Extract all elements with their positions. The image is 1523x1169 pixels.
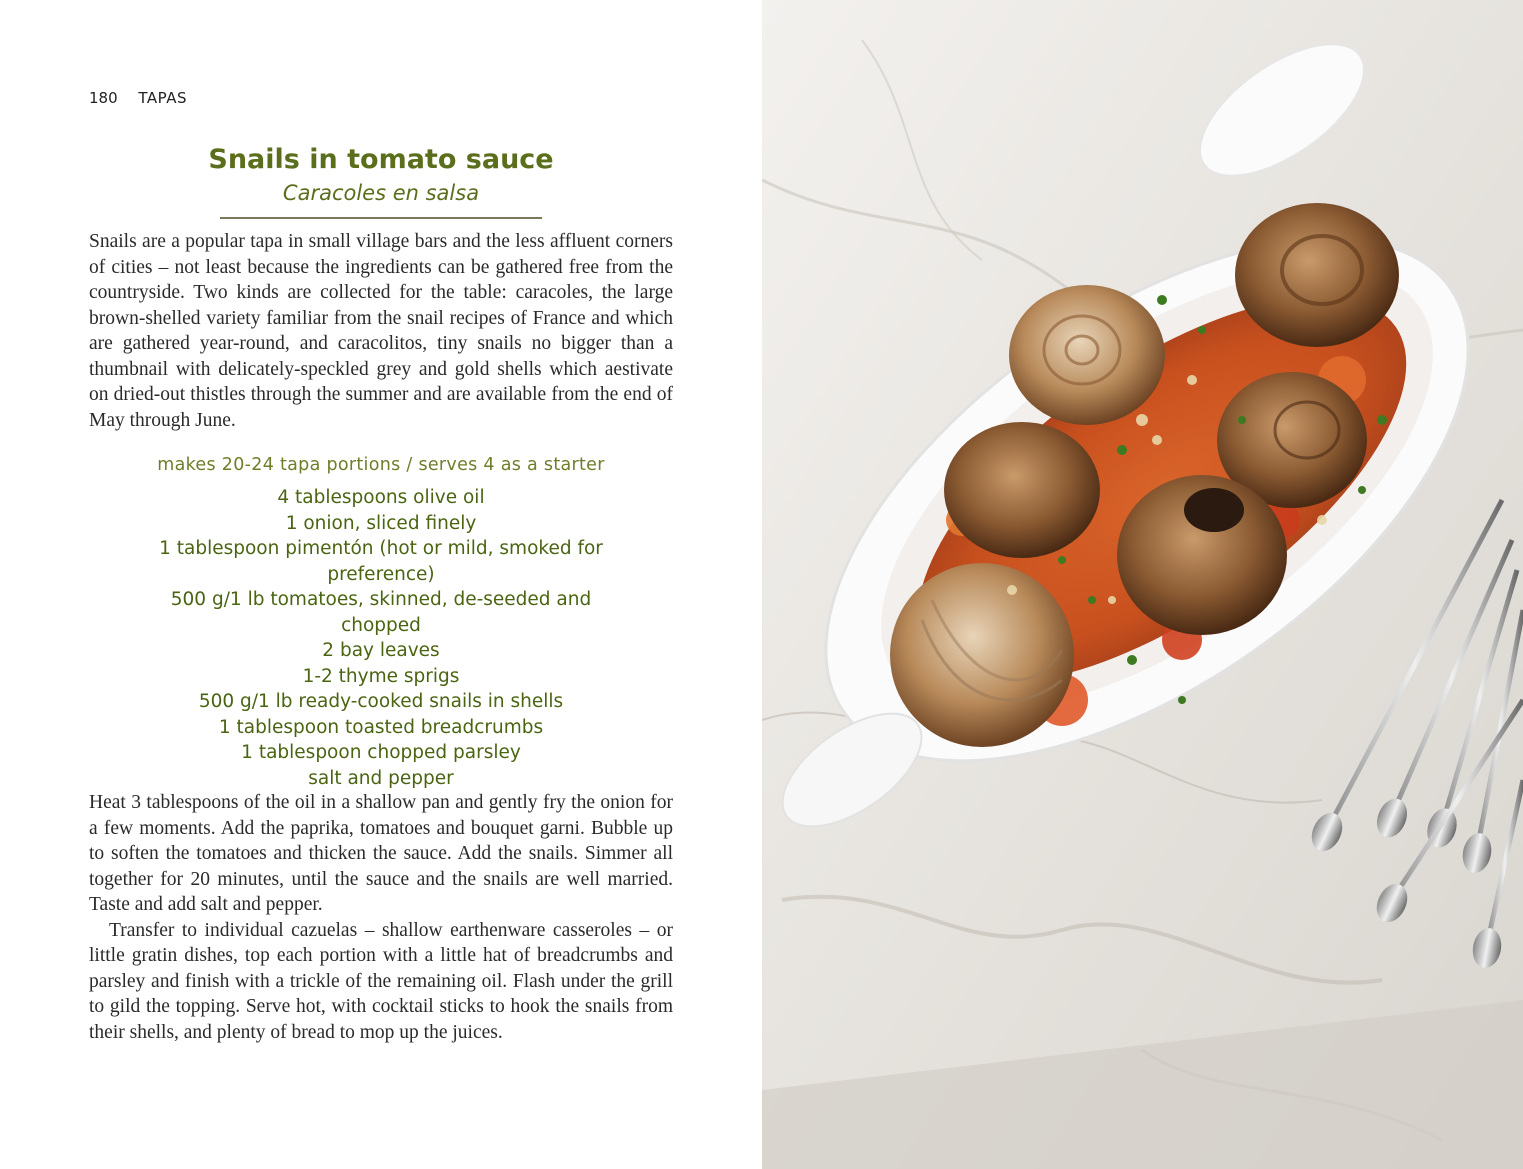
ingredient-item: 500 g/1 lb ready-cooked snails in shells	[198, 691, 564, 712]
page-number: 180	[89, 89, 118, 107]
ingredient-item: 1 tablespoon pimentón (hot or mild, smoked for preference)	[159, 538, 603, 585]
method-paragraph: Heat 3 tablespoons of the oil in a shallow pan and gently fry the onion for a few moments. Add the paprika, tomatoes and bouquet garni. Bubble up to soften the tomatoes and thicken the sauce. Add the snails. Simmer all together for 20 minutes, until the sauce and the snails are well married. Taste and add salt and pepper.	[89, 792, 673, 915]
ingredient-item: 1-2 thyme sprigs	[302, 665, 460, 687]
recipe-method	[89, 790, 673, 1045]
ingredient-item: 1 tablespoon chopped parsley	[241, 742, 521, 763]
dish-photo	[762, 0, 1523, 1169]
recipe-yield: makes 20-24 tapa portions / serves 4 as a starter	[157, 455, 605, 475]
ingredient-item: 4 tablespoons olive oil	[277, 487, 485, 508]
ingredient-item: 2 bay leaves	[322, 640, 440, 661]
section-name: TAPAS	[138, 89, 188, 107]
ingredient-item: salt and pepper	[308, 767, 454, 789]
method-paragraph: Transfer to individual cazuelas – shallow earthenware casseroles – or little gratin dishes, top each portion with a little hat of breadcrumbs and parsley and finish with a trickle of the remaining oil. Flash under the grill to gild the topping. Serve hot, with cocktail sticks to hook the snails from their shells, and plenty of bread to mop up the juices.	[89, 919, 673, 1043]
running-header	[89, 89, 187, 107]
ingredient-list	[89, 485, 673, 791]
ingredient-item: 1 onion, sliced finely	[285, 512, 477, 534]
ingredient-item: 1 tablespoon toasted breadcrumbs	[218, 716, 544, 738]
recipe-title: Snails in tomato sauce	[208, 144, 554, 175]
recipe-title-block	[200, 142, 562, 219]
recipe-subtitle: Caracoles en salsa	[282, 181, 480, 205]
title-divider	[220, 217, 542, 219]
recipe-intro: Snails are a popular tapa in small village bars and the less affluent corners of cities – not least because the ingredients can be gathered free from the countryside. Two kinds are collected for the table: caracoles, the large brown-shelled variety familiar from the snail recipes of France and which are gathered year-round, and caracolitos, tiny snails no bigger than a thumbnail with delicately-speckled grey and gold shells which aestivate on dried-out thistles through the summer and are available from the end of May through June.	[89, 231, 673, 431]
ingredient-item: 500 g/1 lb tomatoes, skinned, de-seeded and chopped	[170, 589, 592, 636]
